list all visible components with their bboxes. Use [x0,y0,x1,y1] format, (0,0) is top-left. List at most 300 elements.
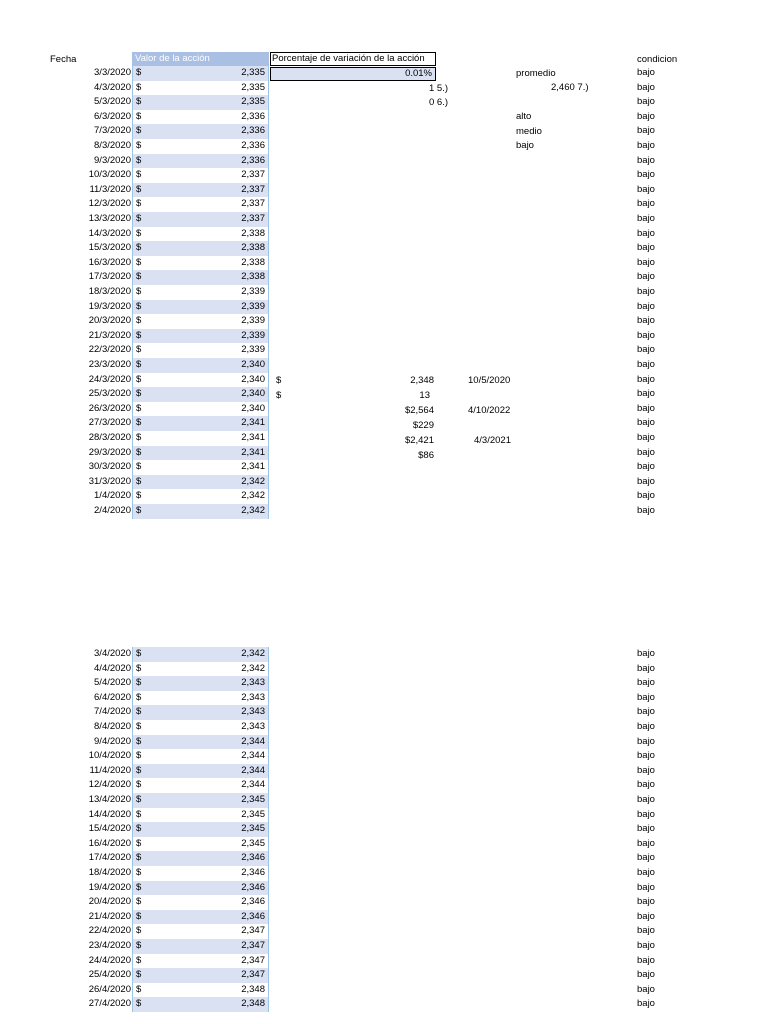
valor-amount: 2,336 [241,125,265,137]
valor-cell[interactable] [132,81,269,96]
valor-amount: 2,348 [241,983,265,995]
header-valor-accion: Valor de la acción [132,52,269,66]
fecha-cell[interactable]: 4/4/2020 [94,662,131,674]
fecha-cell[interactable]: 9/3/2020 [94,154,131,166]
stat-date: 4/3/2021 [474,435,511,446]
condicion-cell[interactable]: bajo [637,402,655,414]
valor-cell[interactable] [132,66,269,81]
condicion-cell[interactable]: bajo [637,490,655,502]
fecha-cell[interactable]: 7/3/2020 [94,125,131,137]
fecha-cell[interactable]: 17/3/2020 [88,271,131,283]
condicion-cell[interactable]: bajo [637,505,655,516]
valor-cell[interactable] [132,968,269,983]
condicion-cell[interactable]: bajo [637,329,655,341]
valor-cell[interactable] [132,241,269,256]
fecha-cell[interactable]: 1/4/2020 [94,490,131,502]
currency-symbol: $ [136,794,142,805]
condicion-cell[interactable]: bajo [637,271,655,283]
table-row [0,183,768,198]
condicion-cell[interactable]: bajo [637,735,655,747]
fecha-cell[interactable]: 3/3/2020 [94,67,131,78]
valor-cell[interactable] [132,314,269,329]
currency-symbol: $ [136,417,142,429]
valor-amount: 2,347 [241,940,265,951]
currency-symbol: $ [136,315,142,327]
valor-amount: 2,342 [241,662,265,674]
valor-amount: 2,343 [241,691,265,703]
valor-cell[interactable] [132,460,269,475]
table-row [0,124,768,139]
currency-symbol: $ [136,67,142,78]
valor-cell[interactable] [132,139,269,154]
fecha-cell[interactable]: 22/3/2020 [88,344,131,356]
stat-value: $2,564 [404,405,434,416]
fecha-cell[interactable]: 23/4/2020 [88,940,131,951]
currency-symbol: $ [136,721,142,732]
pct-value[interactable]: 0.01% [270,67,436,81]
condicion-cell[interactable]: bajo [637,67,655,78]
valor-amount: 2,339 [241,344,265,356]
currency-symbol: $ [136,154,142,166]
condicion-cell[interactable]: bajo [637,940,655,951]
table-row [0,720,768,735]
valor-amount: 2,339 [241,300,265,312]
currency-symbol: $ [136,706,142,718]
condicion-cell[interactable]: bajo [637,417,655,429]
valor-cell[interactable] [132,983,269,998]
condicion-cell[interactable]: bajo [637,286,655,297]
condicion-cell[interactable]: bajo [637,81,655,93]
fecha-cell[interactable]: 19/3/2020 [88,300,131,312]
valor-cell[interactable] [132,676,269,691]
fecha-cell[interactable]: 8/4/2020 [94,721,131,732]
condicion-cell[interactable]: bajo [637,110,655,122]
currency-symbol: $ [136,110,142,122]
valor-cell[interactable] [132,647,269,662]
fecha-cell[interactable]: 21/3/2020 [88,329,131,341]
condicion-cell[interactable]: bajo [637,648,655,659]
table-row [0,968,768,983]
condicion-cell[interactable]: bajo [637,315,655,327]
currency-symbol: $ [136,388,142,400]
valor-cell[interactable] [132,124,269,139]
condicion-cell[interactable]: bajo [637,475,655,487]
currency-symbol: $ [136,505,142,516]
promedio-value: 2,460 7.) [551,82,589,93]
valor-cell[interactable] [132,895,269,910]
stat-date: 4/10/2022 [468,405,511,416]
valor-amount: 2,339 [241,286,265,297]
currency-symbol: $ [136,998,142,1010]
table-row [0,749,768,764]
table-row [0,793,768,808]
table-row [0,735,768,750]
currency-symbol: $ [136,461,142,473]
fecha-cell[interactable]: 11/3/2020 [89,183,131,195]
valor-amount: 2,338 [241,256,265,268]
valor-cell[interactable] [132,881,269,896]
currency-symbol: $ [136,648,142,659]
currency-symbol: $ [136,808,142,820]
condicion-cell[interactable]: bajo [637,432,655,443]
fecha-cell[interactable]: 15/4/2020 [88,823,131,835]
condicion-cell[interactable]: bajo [637,750,655,762]
valor-cell[interactable] [132,475,269,490]
fecha-cell[interactable]: 3/4/2020 [94,648,131,659]
currency-symbol: $ [136,475,142,487]
currency-symbol: $ [136,300,142,312]
table-row [0,954,768,969]
fecha-cell[interactable]: 6/3/2020 [94,110,131,122]
condicion-cell[interactable]: bajo [637,837,655,849]
currency-symbol: $ [136,677,142,689]
valor-cell[interactable] [132,154,269,169]
valor-cell[interactable] [132,446,269,461]
currency-symbol: $ [136,169,142,181]
fecha-cell[interactable]: 24/3/2020 [88,373,131,385]
valor-cell[interactable] [132,662,269,677]
condicion-cell[interactable]: bajo [637,896,655,908]
table-row [0,924,768,939]
fecha-cell[interactable]: 13/3/2020 [88,213,131,224]
condicion-cell[interactable]: bajo [637,983,655,995]
valor-cell[interactable] [132,764,269,779]
valor-cell[interactable] [132,735,269,750]
table-row [0,837,768,852]
fecha-cell[interactable]: 18/4/2020 [88,867,131,878]
condicion-cell[interactable]: bajo [637,169,655,181]
valor-amount: 2,337 [241,198,265,210]
fecha-cell[interactable]: 7/4/2020 [94,706,131,718]
valor-amount: 2,340 [241,373,265,385]
condicion-cell[interactable]: bajo [637,808,655,820]
fecha-cell[interactable]: 18/3/2020 [88,286,131,297]
valor-cell[interactable] [132,95,269,110]
valor-cell[interactable] [132,866,269,881]
table-row [0,256,768,271]
valor-amount: 2,338 [241,242,265,254]
valor-amount: 2,341 [241,446,265,458]
condicion-cell[interactable]: bajo [637,764,655,776]
valor-cell[interactable] [132,212,269,227]
valor-amount: 2,346 [241,852,265,864]
fecha-cell[interactable]: 11/4/2020 [89,764,131,776]
valor-cell[interactable] [132,837,269,852]
fecha-cell[interactable]: 30/3/2020 [88,461,131,473]
fecha-cell[interactable]: 26/3/2020 [88,402,131,414]
valor-amount: 2,336 [241,154,265,166]
fecha-cell[interactable]: 31/3/2020 [88,475,131,487]
valor-cell[interactable] [132,705,269,720]
label-promedio: promedio [516,68,556,79]
condicion-cell[interactable]: bajo [637,823,655,835]
valor-amount: 2,344 [241,764,265,776]
condicion-cell[interactable]: bajo [637,446,655,458]
table-row [0,241,768,256]
valor-cell[interactable] [132,822,269,837]
valor-amount: 2,345 [241,823,265,835]
currency-symbol: $ [136,242,142,254]
table-row [0,285,768,300]
valor-amount: 2,343 [241,677,265,689]
condicion-cell[interactable]: bajo [637,242,655,254]
condicion-cell[interactable]: bajo [637,721,655,732]
valor-cell[interactable] [132,373,269,388]
currency-symbol: $ [136,823,142,835]
valor-cell[interactable] [132,749,269,764]
currency-symbol: $ [136,286,142,297]
stat-value: 13 [419,390,430,401]
fecha-cell[interactable]: 5/3/2020 [94,96,131,108]
fecha-cell[interactable]: 21/4/2020 [88,910,131,922]
fecha-cell[interactable]: 15/3/2020 [88,242,131,254]
currency-symbol: $ [136,837,142,849]
currency-symbol: $ [136,852,142,864]
fecha-cell[interactable]: 5/4/2020 [94,677,131,689]
condicion-cell[interactable]: bajo [637,388,655,400]
valor-amount: 2,345 [241,794,265,805]
fecha-cell[interactable]: 22/4/2020 [88,925,131,937]
condicion-cell[interactable]: bajo [637,677,655,689]
fecha-cell[interactable]: 14/3/2020 [88,227,131,239]
stat-dollar: $ [276,375,282,386]
valor-cell[interactable] [132,358,269,373]
condicion-cell[interactable]: bajo [637,691,655,703]
fecha-cell[interactable]: 13/4/2020 [88,794,131,805]
fecha-cell[interactable]: 17/4/2020 [88,852,131,864]
condicion-cell[interactable]: bajo [637,140,655,151]
valor-cell[interactable] [132,851,269,866]
table-row [0,212,768,227]
valor-cell[interactable] [132,910,269,925]
fecha-cell[interactable]: 16/3/2020 [88,256,131,268]
table-row [0,895,768,910]
header-porcentaje-variacion: Porcentaje de variación de la acción [270,52,436,66]
valor-amount: 2,337 [241,213,265,224]
condicion-cell[interactable]: bajo [637,154,655,166]
valor-cell[interactable] [132,285,269,300]
table-row [0,939,768,954]
fecha-cell[interactable]: 2/4/2020 [94,505,131,516]
condicion-cell[interactable]: bajo [637,925,655,937]
table-row [0,691,768,706]
valor-amount: 2,338 [241,271,265,283]
condicion-cell[interactable]: bajo [637,852,655,864]
valor-cell[interactable] [132,416,269,431]
fecha-cell[interactable]: 10/3/2020 [88,169,131,181]
fecha-cell[interactable]: 14/4/2020 [88,808,131,820]
currency-symbol: $ [136,490,142,502]
valor-amount: 2,339 [241,315,265,327]
valor-amount: 2,344 [241,779,265,791]
condicion-cell[interactable]: bajo [637,300,655,312]
condicion-cell[interactable]: bajo [637,256,655,268]
fecha-cell[interactable]: 8/3/2020 [94,140,131,151]
header-condicion: condicion [637,54,678,65]
table-row [0,778,768,793]
currency-symbol: $ [136,344,142,356]
condicion-cell[interactable]: bajo [637,96,655,108]
fecha-cell[interactable]: 12/4/2020 [88,779,131,791]
valor-amount: 2,337 [241,183,265,195]
stat-value: $229 [412,420,434,431]
condicion-cell[interactable]: bajo [637,706,655,718]
currency-symbol: $ [136,954,142,966]
valor-cell[interactable] [132,997,269,1012]
valor-cell[interactable] [132,300,269,315]
valor-cell[interactable] [132,168,269,183]
fecha-cell[interactable]: 28/3/2020 [88,432,131,443]
valor-cell[interactable] [132,227,269,242]
valor-cell[interactable] [132,329,269,344]
valor-amount: 2,335 [241,96,265,108]
table-row [0,808,768,823]
valor-amount: 2,342 [241,648,265,659]
valor-amount: 2,343 [241,706,265,718]
currency-symbol: $ [136,329,142,341]
condicion-cell[interactable]: bajo [637,969,655,981]
condicion-cell[interactable]: bajo [637,461,655,473]
fecha-cell[interactable]: 9/4/2020 [94,735,131,747]
pct-value: 1 5.) [428,83,448,94]
currency-symbol: $ [136,446,142,458]
table-row [0,110,768,125]
valor-amount: 2,341 [241,417,265,429]
table-row [0,314,768,329]
fecha-cell[interactable]: 27/3/2020 [88,417,131,429]
condicion-cell[interactable]: bajo [637,779,655,791]
valor-cell[interactable] [132,197,269,212]
valor-amount: 2,340 [241,402,265,414]
valor-amount: 2,336 [241,140,265,151]
fecha-cell[interactable]: 6/4/2020 [94,691,131,703]
currency-symbol: $ [136,779,142,791]
fecha-cell[interactable]: 24/4/2020 [88,954,131,966]
currency-symbol: $ [136,402,142,414]
condicion-cell[interactable]: bajo [637,359,655,370]
condicion-cell[interactable]: bajo [637,198,655,210]
condicion-cell[interactable]: bajo [637,954,655,966]
valor-cell[interactable] [132,504,269,519]
fecha-cell[interactable]: 19/4/2020 [88,881,131,893]
currency-symbol: $ [136,662,142,674]
fecha-cell[interactable]: 25/4/2020 [88,969,131,981]
fecha-cell[interactable]: 10/4/2020 [88,750,131,762]
fecha-cell[interactable]: 26/4/2020 [88,983,131,995]
fecha-cell[interactable]: 23/3/2020 [88,359,131,370]
table-row [0,358,768,373]
table-row [0,489,768,504]
valor-amount: 2,337 [241,169,265,181]
table-row [0,168,768,183]
valor-amount: 2,345 [241,837,265,849]
fecha-cell[interactable]: 12/3/2020 [88,198,131,210]
stat-value: $86 [418,450,434,461]
currency-symbol: $ [136,910,142,922]
fecha-cell[interactable]: 29/3/2020 [88,446,131,458]
valor-cell[interactable] [132,808,269,823]
valor-cell[interactable] [132,691,269,706]
valor-amount: 2,345 [241,808,265,820]
table-row [0,851,768,866]
valor-amount: 2,341 [241,432,265,443]
currency-symbol: $ [136,96,142,108]
table-row [0,227,768,242]
valor-amount: 2,343 [241,721,265,732]
condicion-cell[interactable]: bajo [637,227,655,239]
valor-cell[interactable] [132,110,269,125]
stat-value: 2,348 [410,375,434,386]
valor-cell[interactable] [132,402,269,417]
fecha-cell[interactable]: 20/4/2020 [88,896,131,908]
label-medio: medio [516,126,542,137]
label-alto: alto [516,111,532,122]
table-row [0,997,768,1012]
condicion-cell[interactable]: bajo [637,881,655,893]
valor-cell[interactable] [132,343,269,358]
valor-cell[interactable] [132,431,269,446]
currency-symbol: $ [136,359,142,370]
condicion-cell[interactable]: bajo [637,794,655,805]
table-row [0,705,768,720]
valor-amount: 2,346 [241,867,265,878]
fecha-cell[interactable]: 25/3/2020 [88,388,131,400]
valor-amount: 2,347 [241,954,265,966]
pct-value: 0 6.) [428,97,448,108]
stat-dollar: $ [276,390,282,401]
label-bajo: bajo [516,140,534,151]
valor-cell[interactable] [132,793,269,808]
valor-amount: 2,338 [241,227,265,239]
condicion-cell[interactable]: bajo [637,213,655,224]
table-row [0,910,768,925]
valor-cell[interactable] [132,954,269,969]
valor-cell[interactable] [132,387,269,402]
valor-amount: 2,346 [241,896,265,908]
valor-cell[interactable] [132,489,269,504]
valor-amount: 2,347 [241,969,265,981]
currency-symbol: $ [136,940,142,951]
fecha-cell[interactable]: 16/4/2020 [88,837,131,849]
valor-cell[interactable] [132,720,269,735]
condicion-cell[interactable]: bajo [637,183,655,195]
valor-cell[interactable] [132,924,269,939]
currency-symbol: $ [136,81,142,93]
fecha-cell[interactable]: 20/3/2020 [88,315,131,327]
valor-cell[interactable] [132,778,269,793]
currency-symbol: $ [136,867,142,878]
table-row [0,881,768,896]
condicion-cell[interactable]: bajo [637,373,655,385]
table-row [0,329,768,344]
valor-cell[interactable] [132,939,269,954]
valor-cell[interactable] [132,256,269,271]
currency-symbol: $ [136,140,142,151]
condicion-cell[interactable]: bajo [637,910,655,922]
table-row [0,647,768,662]
valor-cell[interactable] [132,183,269,198]
condicion-cell[interactable]: bajo [637,998,655,1010]
fecha-cell[interactable]: 27/4/2020 [88,998,131,1010]
valor-cell[interactable] [132,270,269,285]
currency-symbol: $ [136,691,142,703]
condicion-cell[interactable]: bajo [637,344,655,356]
condicion-cell[interactable]: bajo [637,662,655,674]
valor-amount: 2,340 [241,388,265,400]
condicion-cell[interactable]: bajo [637,125,655,137]
condicion-cell[interactable]: bajo [637,867,655,878]
fecha-cell[interactable]: 4/3/2020 [94,81,131,93]
